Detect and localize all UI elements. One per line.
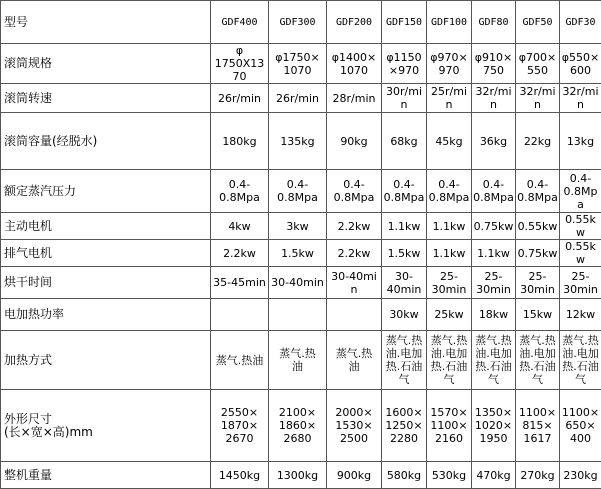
table-cell: 25kw <box>427 299 472 331</box>
table-cell: 25r/min <box>427 84 472 113</box>
table-cell: 蒸气.热 油.电加 热.石油 气 <box>560 331 601 390</box>
table-row <box>1 331 601 390</box>
table-cell: 1570× 1100× 2160 <box>427 390 472 462</box>
table-cell: 0.75kw <box>516 240 560 267</box>
table-cell <box>269 299 327 331</box>
table-cell: 2000× 1530× 2500 <box>327 390 382 462</box>
table-cell: 1.5kw <box>382 240 427 267</box>
table-cell: 36kg <box>472 113 516 170</box>
table-cell: 1.1kw <box>472 240 516 267</box>
table-row <box>1 170 601 213</box>
table-cell: 1100× 815× 1617 <box>516 390 560 462</box>
table-cell: 1.1kw <box>427 213 472 240</box>
table-cell: 0.55kw <box>560 213 601 240</box>
table-cell: 28r/min <box>327 84 382 113</box>
table-cell: 3kw <box>269 213 327 240</box>
model-header: GDF150 <box>382 1 427 44</box>
table-cell: 0.4- 0.8Mpa <box>427 170 472 213</box>
table-cell: 0.4- 0.8Mpa <box>269 170 327 213</box>
table-cell: φ700× 550 <box>516 44 560 84</box>
table-cell: φ1750× 1070 <box>269 44 327 84</box>
table-cell: 180kg <box>211 113 269 170</box>
table-cell: 0.4- 0.8Mpa <box>472 170 516 213</box>
row-label: 滚筒容量(经脱水) <box>1 113 211 170</box>
table-cell: 0.75kw <box>472 213 516 240</box>
model-header: GDF100 <box>427 1 472 44</box>
table-cell: 0.55kw <box>516 213 560 240</box>
table-cell: 1.5kw <box>269 240 327 267</box>
table-cell: 30- 40min <box>382 267 427 299</box>
table-cell: φ 1750X1370 <box>211 44 269 84</box>
table-cell: 1.1kw <box>382 213 427 240</box>
table-cell: 4kw <box>211 213 269 240</box>
table-cell: 900kg <box>327 462 382 489</box>
row-label: 排气电机 <box>1 240 211 267</box>
table-row <box>1 113 601 170</box>
table-cell: 1450kg <box>211 462 269 489</box>
table-cell: 0.4- 0.8Mpa <box>382 170 427 213</box>
model-header: GDF200 <box>327 1 382 44</box>
table-row <box>1 44 601 84</box>
table-cell: 32r/min <box>472 84 516 113</box>
corner-header: 型号 <box>1 1 211 44</box>
table-cell: 68kg <box>382 113 427 170</box>
row-label: 滚筒转速 <box>1 84 211 113</box>
table-cell: 0.4- 0.8Mpa <box>560 170 601 213</box>
table-row <box>1 84 601 113</box>
table-cell: 蒸气.热 油 <box>327 331 382 390</box>
table-cell: 26r/min <box>211 84 269 113</box>
table-cell: φ1150 ×970 <box>382 44 427 84</box>
table-cell: 0.4- 0.8Mpa <box>327 170 382 213</box>
table-cell: 12kw <box>560 299 601 331</box>
table-cell: 25- 30min <box>560 267 601 299</box>
row-label: 加热方式 <box>1 331 211 390</box>
table-cell: φ970× 970 <box>427 44 472 84</box>
table-cell: 2.2kw <box>211 240 269 267</box>
table-cell: 1100× 650× 400 <box>560 390 601 462</box>
table-cell: 13kg <box>560 113 601 170</box>
table-cell: 蒸气.热 油.电加 热.石油 气 <box>516 331 560 390</box>
table-row <box>1 462 601 489</box>
table-cell: 45kg <box>427 113 472 170</box>
table-cell: 30r/min <box>382 84 427 113</box>
table-cell: φ550× 600 <box>560 44 601 84</box>
table-cell: 蒸气.热 油 <box>269 331 327 390</box>
table-cell: 25- 30min <box>427 267 472 299</box>
row-label: 烘干时间 <box>1 267 211 299</box>
model-header: GDF50 <box>516 1 560 44</box>
table-cell: 30-40min <box>327 267 382 299</box>
table-cell: 0.4- 0.8Mpa <box>516 170 560 213</box>
table-cell: 0.55kw <box>560 240 601 267</box>
model-header: GDF400 <box>211 1 269 44</box>
table-cell: 470kg <box>472 462 516 489</box>
table-cell: 15kw <box>516 299 560 331</box>
table-cell: 0.4- 0.8Mpa <box>211 170 269 213</box>
table-cell: 1600× 1250× 2280 <box>382 390 427 462</box>
table-row <box>1 390 601 462</box>
table-cell: 32r/min <box>560 84 601 113</box>
table-cell: φ910× 750 <box>472 44 516 84</box>
table-cell: 2100× 1860× 2680 <box>269 390 327 462</box>
table-cell: 2.2kw <box>327 213 382 240</box>
table-cell: 2.2kw <box>327 240 382 267</box>
header-row <box>1 1 601 44</box>
table-cell: 26r/min <box>269 84 327 113</box>
model-header: GDF80 <box>472 1 516 44</box>
table-cell: 35-45min <box>211 267 269 299</box>
table-cell <box>327 299 382 331</box>
table-row <box>1 267 601 299</box>
table-cell: 25- 30min <box>516 267 560 299</box>
table-cell: 25- 30min <box>472 267 516 299</box>
table-cell: 2550× 1870× 2670 <box>211 390 269 462</box>
table-cell: 1.1kw <box>427 240 472 267</box>
table-cell: 1350× 1020× 1950 <box>472 390 516 462</box>
row-label: 额定蒸汽压力 <box>1 170 211 213</box>
table-cell: 230kg <box>560 462 601 489</box>
table-row <box>1 240 601 267</box>
row-label: 整机重量 <box>1 462 211 489</box>
table-cell <box>211 299 269 331</box>
table-cell: 30kw <box>382 299 427 331</box>
table-cell: 530kg <box>427 462 472 489</box>
table-cell: 1300kg <box>269 462 327 489</box>
table-cell: 135kg <box>269 113 327 170</box>
table-cell: 蒸气.热 油.电加 热.石油 气 <box>427 331 472 390</box>
model-header: GDF30 <box>560 1 601 44</box>
table-cell: 270kg <box>516 462 560 489</box>
table-cell: 18kw <box>472 299 516 331</box>
row-label: 滚筒规格 <box>1 44 211 84</box>
table-cell: 22kg <box>516 113 560 170</box>
table-row <box>1 213 601 240</box>
model-header: GDF300 <box>269 1 327 44</box>
row-label: 电加热功率 <box>1 299 211 331</box>
row-label: 主动电机 <box>1 213 211 240</box>
table-cell: 90kg <box>327 113 382 170</box>
row-label: 外形尺寸 (长×宽×高)mm <box>1 390 211 462</box>
table-cell: 580kg <box>382 462 427 489</box>
table-row <box>1 299 601 331</box>
table-cell: 蒸气.热油 <box>211 331 269 390</box>
table-cell: φ1400× 1070 <box>327 44 382 84</box>
table-cell: 32r/min <box>516 84 560 113</box>
table-cell: 蒸气.热 油.电加 热.石油 气 <box>382 331 427 390</box>
table-cell: 30-40min <box>269 267 327 299</box>
table-cell: 蒸气.热 油.电加 热.石油 气 <box>472 331 516 390</box>
